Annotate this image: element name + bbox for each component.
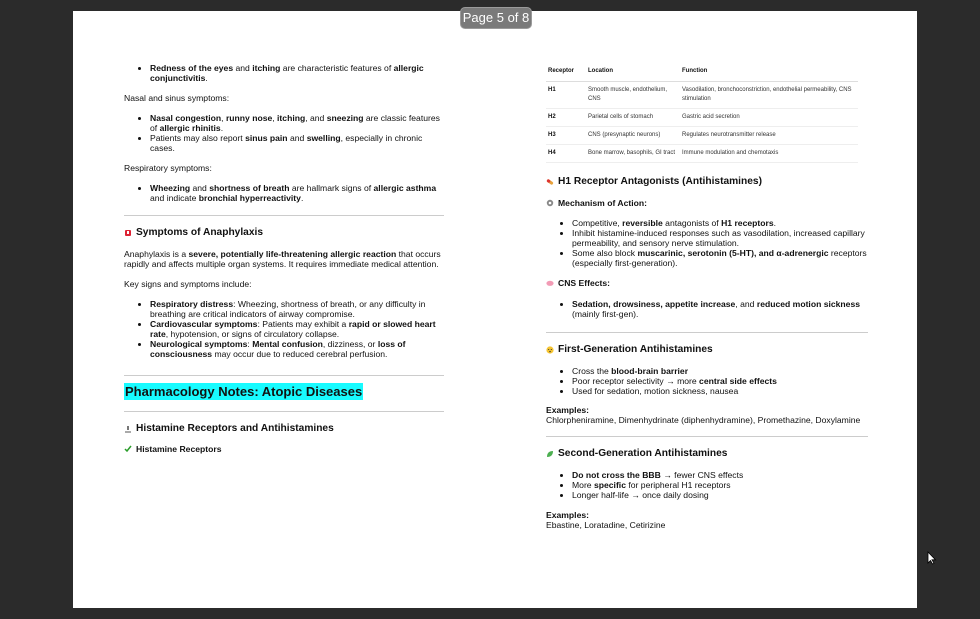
second-gen-heading: Second-Generation Antihistamines bbox=[546, 449, 868, 459]
table-header: Receptor bbox=[546, 63, 586, 82]
anaphylaxis-heading: Symptoms of Anaphylaxis bbox=[124, 228, 444, 238]
table-cell: Smooth muscle, endothelium, CNS bbox=[586, 82, 680, 109]
pharmacology-title-row bbox=[124, 384, 444, 399]
table-cell: Bone marrow, basophils, GI tract bbox=[586, 145, 680, 163]
second-gen-list bbox=[546, 470, 868, 500]
nasal-bullet: • Nasal congestion, runny nose, itching, and sneezing are classic features of allergic rhinitis. bbox=[150, 113, 444, 133]
table-cell: H2 bbox=[546, 109, 586, 127]
divider bbox=[124, 215, 444, 216]
table-row bbox=[546, 127, 858, 145]
second-gen-examples: Ebastine, Loratadine, Cetirizine bbox=[546, 520, 666, 530]
brain-icon bbox=[546, 279, 554, 287]
table-cell: CNS (presynaptic neurons) bbox=[586, 127, 680, 145]
table-cell: Immune modulation and chemotaxis bbox=[680, 145, 858, 163]
left-column bbox=[124, 63, 444, 454]
second-gen-bullet: • More specific for peripheral H1 receptors bbox=[572, 480, 868, 490]
microscope-icon bbox=[124, 425, 132, 433]
siren-icon bbox=[124, 229, 132, 237]
second-gen-examples-label: Examples: bbox=[546, 510, 589, 520]
resp-list bbox=[124, 183, 444, 203]
nasal-bullet: • Patients may also report sinus pain and swelling, especially in chronic cases. bbox=[150, 133, 444, 153]
table-header-row bbox=[546, 63, 858, 82]
table-row bbox=[546, 145, 858, 163]
first-gen-bullet: • Used for sedation, motion sickness, nausea bbox=[572, 386, 868, 396]
table-cell: H1 bbox=[546, 82, 586, 109]
key-signs-label: Key signs and symptoms include: bbox=[124, 279, 252, 289]
table-row bbox=[546, 82, 858, 109]
divider bbox=[124, 411, 444, 412]
first-gen-list bbox=[546, 366, 868, 396]
table-cell: Parietal cells of stomach bbox=[586, 109, 680, 127]
anaphylaxis-intro: Anaphylaxis is a severe, potentially life-threatening allergic reaction that occurs rapidly and affects multiple organ systems. It requires immediate medical attention. bbox=[124, 249, 441, 269]
divider bbox=[124, 375, 444, 376]
table-cell: H3 bbox=[546, 127, 586, 145]
second-gen-bullet: • Longer half-life → once daily dosing bbox=[572, 490, 868, 500]
moa-bullet: • Competitive, reversible antagonists of H1 receptors. bbox=[572, 218, 868, 228]
page-indicator: Page 5 of 8 bbox=[460, 7, 532, 29]
checkmark-icon bbox=[124, 445, 132, 453]
nasal-list bbox=[124, 113, 444, 153]
leaf-icon bbox=[546, 450, 554, 458]
receptor-table bbox=[546, 63, 858, 163]
resp-heading: Respiratory symptoms: bbox=[124, 163, 212, 173]
histamine-receptors-subheading: Histamine Receptors bbox=[124, 444, 444, 454]
first-gen-bullet: • Cross the blood-brain barrier bbox=[572, 366, 868, 376]
pharmacology-title: Pharmacology Notes: Atopic Diseases bbox=[125, 384, 363, 399]
cns-effects-heading: CNS Effects: bbox=[546, 278, 868, 288]
table-cell: Gastric acid secretion bbox=[680, 109, 858, 127]
moa-bullet: • Some also block muscarinic, serotonin (5-HT), and α-adrenergic receptors (especially first-generation). bbox=[572, 248, 868, 268]
anaphylaxis-bullet: • Cardiovascular symptoms: Patients may exhibit a rapid or slowed heart rate, hypotension, or signs of circulatory collapse. bbox=[150, 319, 444, 339]
table-cell: Vasodilation, bronchoconstriction, endothelial permeability, CNS stimulation bbox=[680, 82, 858, 109]
right-column bbox=[546, 63, 868, 530]
h1-antagonists-heading: H1 Receptor Antagonists (Antihistamines) bbox=[546, 177, 868, 187]
pill-icon bbox=[546, 178, 554, 186]
second-gen-bullet: • Do not cross the BBB → fewer CNS effects bbox=[572, 470, 868, 480]
table-cell: H4 bbox=[546, 145, 586, 163]
first-gen-examples-label: Examples: bbox=[546, 405, 589, 415]
first-gen-bullet: • Poor receptor selectivity → more central side effects bbox=[572, 376, 868, 386]
eyes-list bbox=[124, 63, 444, 83]
moa-list bbox=[546, 218, 868, 268]
divider bbox=[546, 332, 868, 333]
table-header: Location bbox=[586, 63, 680, 82]
table-cell: Regulates neurotransmitter release bbox=[680, 127, 858, 145]
resp-bullet: • Wheezing and shortness of breath are hallmark signs of allergic asthma and indicate bronchial hyperreactivity. bbox=[150, 183, 444, 203]
sleepy-face-icon bbox=[546, 346, 554, 354]
anaphylaxis-bullet: • Respiratory distress: Wheezing, shortness of breath, or any difficulty in breathing are critical indicators of airway compromise. bbox=[150, 299, 444, 319]
table-row bbox=[546, 109, 858, 127]
cns-list bbox=[546, 299, 868, 319]
document-page bbox=[73, 11, 917, 608]
anaphylaxis-list bbox=[124, 299, 444, 359]
cns-bullet: • Sedation, drowsiness, appetite increase, and reduced motion sickness (mainly first-gen). bbox=[572, 299, 868, 319]
moa-heading: Mechanism of Action: bbox=[546, 198, 868, 208]
gear-icon bbox=[546, 199, 554, 207]
moa-bullet: • Inhibit histamine-induced responses such as vasodilation, increased capillary permeability, and sensory nerve stimulation. bbox=[572, 228, 868, 248]
table-header: Function bbox=[680, 63, 858, 82]
first-gen-heading: First-Generation Antihistamines bbox=[546, 345, 868, 355]
histamine-heading: Histamine Receptors and Antihistamines bbox=[124, 424, 444, 434]
nasal-heading: Nasal and sinus symptoms: bbox=[124, 93, 230, 103]
divider bbox=[546, 436, 868, 437]
eyes-bullet: • Redness of the eyes and itching are characteristic features of allergic conjunctivitis. bbox=[150, 63, 444, 83]
first-gen-examples: Chlorpheniramine, Dimenhydrinate (diphenhydramine), Promethazine, Doxylamine bbox=[546, 415, 861, 425]
mouse-cursor-icon bbox=[927, 551, 937, 565]
anaphylaxis-bullet: • Neurological symptoms: Mental confusion, dizziness, or loss of consciousness may occur due to reduced cerebral perfusion. bbox=[150, 339, 444, 359]
